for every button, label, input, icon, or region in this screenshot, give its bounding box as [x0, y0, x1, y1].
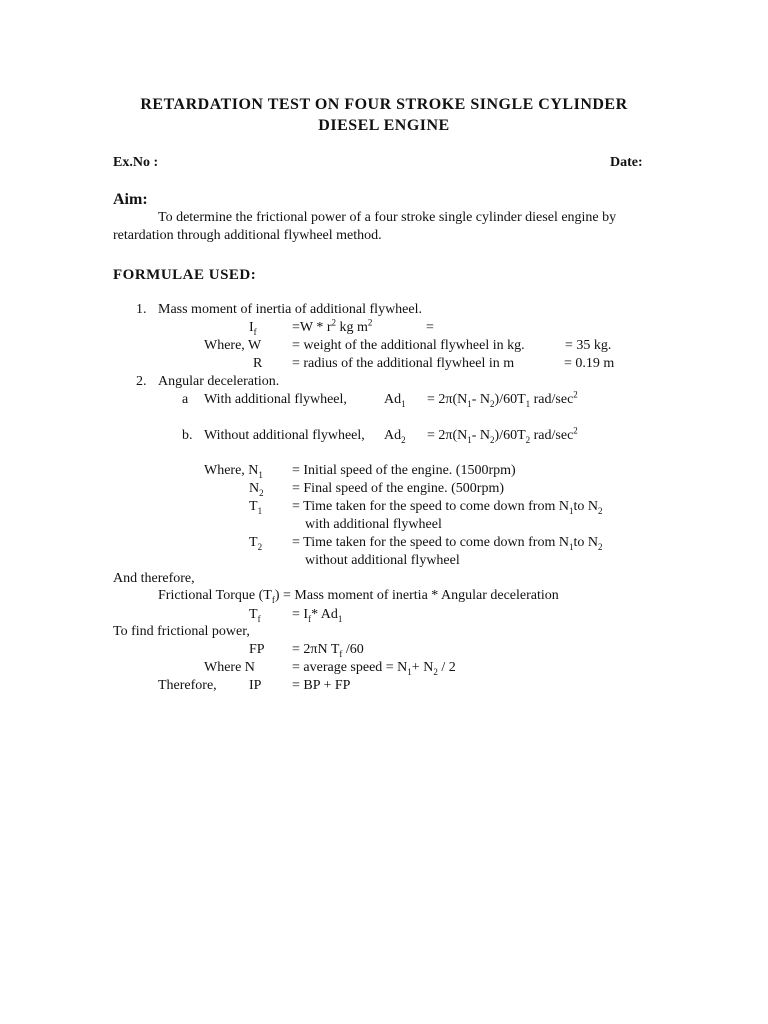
ad1-symbol: $Ad_1$ [384, 392, 406, 409]
aim-heading: Aim: [113, 191, 148, 208]
if-symbol: $I_f$ [249, 320, 257, 337]
item2-number: 2. [136, 374, 147, 389]
item1-text: Mass moment of inertia of additional flywheel. [158, 302, 422, 317]
where-w-label: Where, W [204, 338, 262, 353]
document-title-line2: DIESEL ENGINE [318, 117, 450, 134]
r-definition: = radius of the additional flywheel in m [292, 356, 515, 371]
frictional-torque-line: Frictional Torque $(T_f)$ = Mass moment of inertia * Angular deceleration [158, 588, 559, 605]
item2-text: Angular deceleration. [158, 374, 280, 389]
t1-label: $T_1$ [249, 499, 263, 516]
tf-formula: = $I_f*$ $Ad_1$ [292, 607, 343, 624]
t1-definition: = Time taken for the speed to come down from $N_1to$ $N_2$ [292, 499, 603, 516]
where-w-definition: = weight of the additional flywheel in kg. [292, 338, 525, 353]
t1-definition-cont: with additional flywheel [305, 517, 442, 532]
r-label: R [253, 356, 263, 371]
t2-definition-cont: without additional flywheel [305, 553, 460, 568]
aim-text-line2: retardation through additional flywheel method. [113, 228, 382, 243]
ip-formula: = BP + FP [292, 678, 351, 693]
tf-symbol: $T_f$ [249, 607, 261, 624]
item1-number: 1. [136, 302, 147, 317]
and-therefore-text: And therefore, [113, 571, 195, 586]
aim-text-line1: To determine the frictional power of a four stroke single cylinder diesel engine by [158, 210, 617, 225]
n2-label: $N_2$ [249, 481, 264, 498]
item2a-text: With additional flywheel, [204, 392, 347, 407]
date-label: Date: [610, 155, 643, 170]
to-find-frictional-power: To find frictional power, [113, 624, 250, 639]
if-equals: = [426, 320, 434, 335]
item2b-text: Without additional flywheel, [204, 428, 365, 443]
n2-definition: = Final speed of the engine. (500rpm) [292, 481, 505, 496]
t2-label: $T_2$ [249, 535, 263, 552]
ad2-symbol: $Ad_2$ [384, 428, 406, 445]
document-title-line1: RETARDATION TEST ON FOUR STROKE SINGLE CYLINDER [140, 96, 628, 113]
ip-label: IP [249, 678, 262, 693]
ad2-formula: = $2\pi(N_1-$ $N_2)/60T_2$ rad/$\sec^2$ [427, 425, 578, 445]
item2b-letter: b. [182, 428, 193, 443]
where-n-label: Where N [204, 660, 255, 675]
n1-definition: = Initial speed of the engine. (1500rpm) [292, 463, 516, 478]
formulae-heading: FORMULAE USED: [113, 267, 257, 283]
where-w-value: = 35 kg. [565, 338, 612, 353]
r-value: = 0.19 m [564, 356, 615, 371]
ad1-formula: = $2\pi(N_1-$ $N_2)/60T_1$ rad/$\sec^2$ [427, 389, 578, 409]
fp-formula: = 2πN $T_f$ /60 [292, 642, 364, 659]
fp-label: FP [249, 642, 265, 657]
item2a-letter: a [182, 392, 189, 407]
average-speed-formula: = average speed = $N_1+ N_2 / 2$ [292, 660, 456, 677]
therefore-label: Therefore, [158, 678, 217, 693]
if-formula: $=W * r^2$ kg $m^2$ [292, 317, 373, 335]
n1-label: Where, $N_1$ [204, 463, 263, 480]
ex-no-label: Ex.No : [113, 155, 159, 170]
t2-definition: = Time taken for the speed to come down from $N_1to$ $N_2$ [292, 535, 603, 552]
